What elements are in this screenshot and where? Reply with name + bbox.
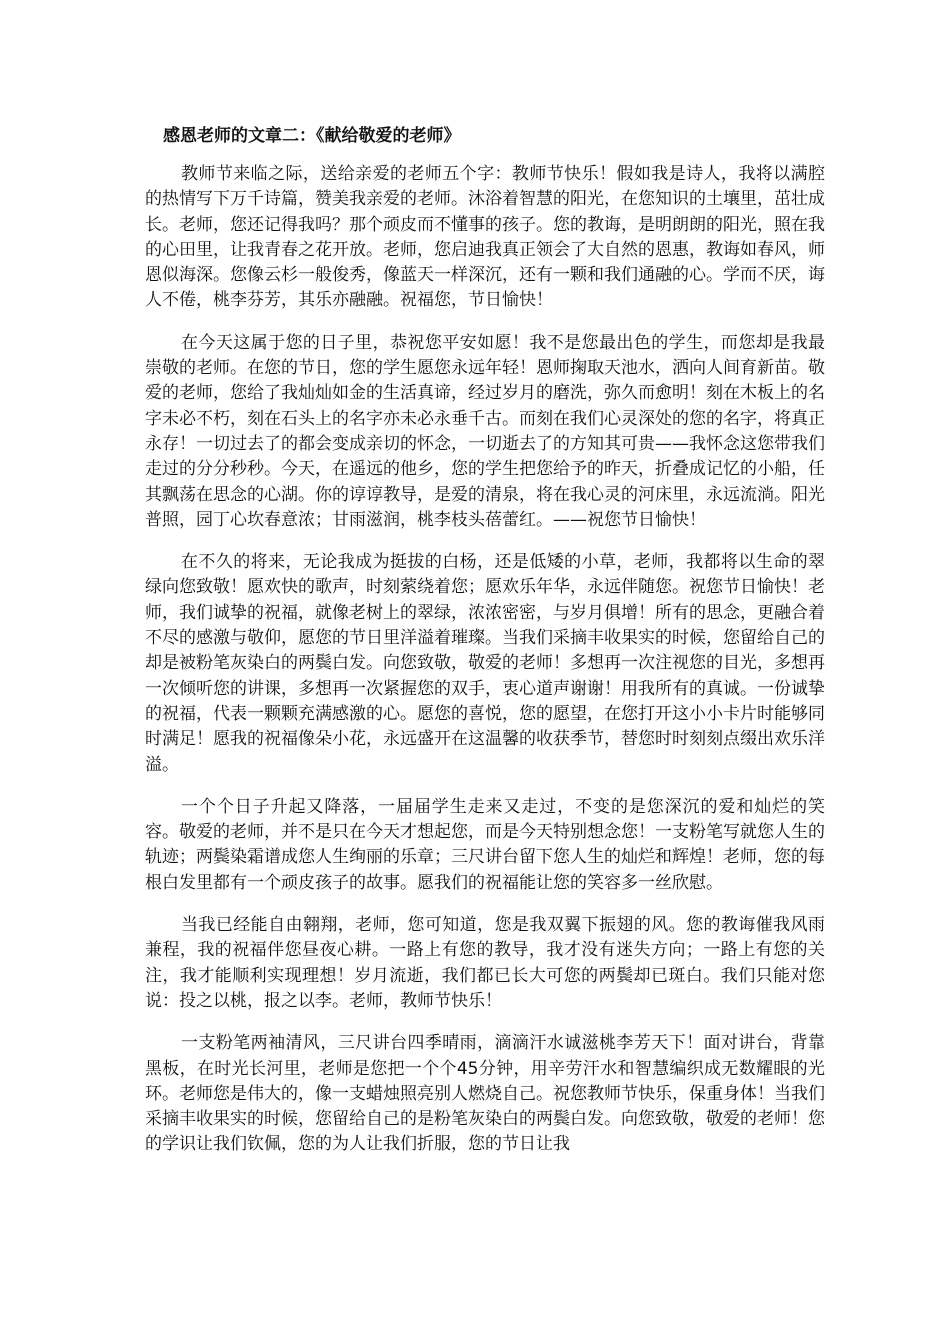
article-title: 感恩老师的文章二：《献给敬爱的老师》 bbox=[163, 126, 461, 146]
paragraph-2: 在今天这属于您的日子里，恭祝您平安如愿！我不是您最出色的学生，而您却是我最崇敬的老师。在您的节日，您的学生愿您永远年轻！恩师掬取天池水，洒向人间育新苗。敬爱的老师，您给了我灿灿如金的生活真谛，经过岁月的磨洗，弥久而愈明！刻在木板上的名字未必不朽，刻在石头上的名字亦未必永垂千古。而刻在我们心灵深处的您的名字，将真正永存！一切过去了的都会变成亲切的怀念，一切逝去了的方知其可贵——我怀念这您带我们走过的分分秒秒。今天，在遥远的他乡，您的学生把您给予的昨天，折叠成记忆的小船，任其飘荡在思念的心湖。你的谆谆教导，是爱的清泉，将在我心灵的河床里，永远流淌。阳光普照，园丁心坎春意浓；甘雨滋润，桃李枝头蓓蕾红。——祝您节日愉快！ bbox=[145, 332, 825, 530]
paragraph-1: 教师节来临之际，送给亲爱的老师五个字：教师节快乐！假如我是诗人，我将以满腔的热情写下万千诗篇，赞美我亲爱的老师。沐浴着智慧的阳光，在您知识的土壤里，茁壮成长。老师，您还记得我吗？那个顽皮而不懂事的孩子。您的教诲，是明朗朗的阳光，照在我的心田里，让我青春之花开放。老师，您启迪我真正领会了大自然的恩惠，教诲如春风，师恩似海深。您像云杉一般俊秀，像蓝天一样深沉，还有一颗和我们通融的心。学而不厌，诲人不倦，桃李芬芳，其乐亦融融。祝福您，节日愉快！ bbox=[145, 164, 825, 311]
document-body bbox=[145, 124, 825, 1175]
paragraph-5: 当我已经能自由翱翔，老师，您可知道，您是我双翼下振翅的风。您的教诲催我风雨兼程，我的祝福伴您昼夜心耕。一路上有您的教导，我才没有迷失方向；一路上有您的关注，我才能顺利实现理想！岁月流逝，我们都已长大可您的两鬓却已斑白。我们只能对您说：投之以桃，报之以李。老师，教师节快乐！ bbox=[145, 915, 825, 1011]
paragraph-3: 在不久的将来，无论我成为挺拔的白杨，还是低矮的小草，老师，我都将以生命的翠绿向您致敬！愿欢快的歌声，时刻萦绕着您；愿欢乐年华，永远伴随您。祝您节日愉快！老师，我们诚挚的祝福，就像老树上的翠绿，浓浓密密，与岁月俱增！所有的思念，更融合着不尽的感激与敬仰，愿您的节日里洋溢着璀璨。当我们采摘丰收果实的时候，您留给自己的却是被粉笔灰染白的两鬓白发。向您致敬，敬爱的老师！多想再一次注视您的目光，多想再一次倾听您的讲课，多想再一次紧握您的双手，衷心道声谢谢！用我所有的真诚。一份诚挚的祝福，代表一颗颗充满感激的心。愿您的喜悦，您的愿望，在您打开这小小卡片时能够同时满足！愿我的祝福像朵小花，永远盛开在这温馨的收获季节，替您时时刻刻点缀出欢乐洋溢。 bbox=[145, 552, 825, 775]
paragraph-6: 一支粉笔两袖清风，三尺讲台四季晴雨，滴滴汗水诚滋桃李芳天下！面对讲台，背靠黑板，在时光长河里，老师是您把一个个45分钟，用辛劳汗水和智慧编织成无数耀眼的光环。老师您是伟大的，像一支蜡烛照亮别人燃烧自己。祝您教师节快乐，保重身体！当我们采摘丰收果实的时候，您留给自己的是粉笔灰染白的两鬓白发。向您致敬，敬爱的老师！您的学识让我们钦佩，您的为人让我们折服，您的节日让我 bbox=[145, 1033, 825, 1155]
paragraph-4: 一个个日子升起又降落，一届届学生走来又走过，不变的是您深沉的爱和灿烂的笑容。敬爱的老师，并不是只在今天才想起您，而是今天特别想念您！一支粉笔写就您人生的轨迹；两鬓染霜谱成您人生绚丽的乐章；三尺讲台留下您人生的灿烂和辉煌！老师，您的每根白发里都有一个顽皮孩子的故事。愿我们的祝福能让您的笑容多一丝欣慰。 bbox=[145, 796, 825, 893]
